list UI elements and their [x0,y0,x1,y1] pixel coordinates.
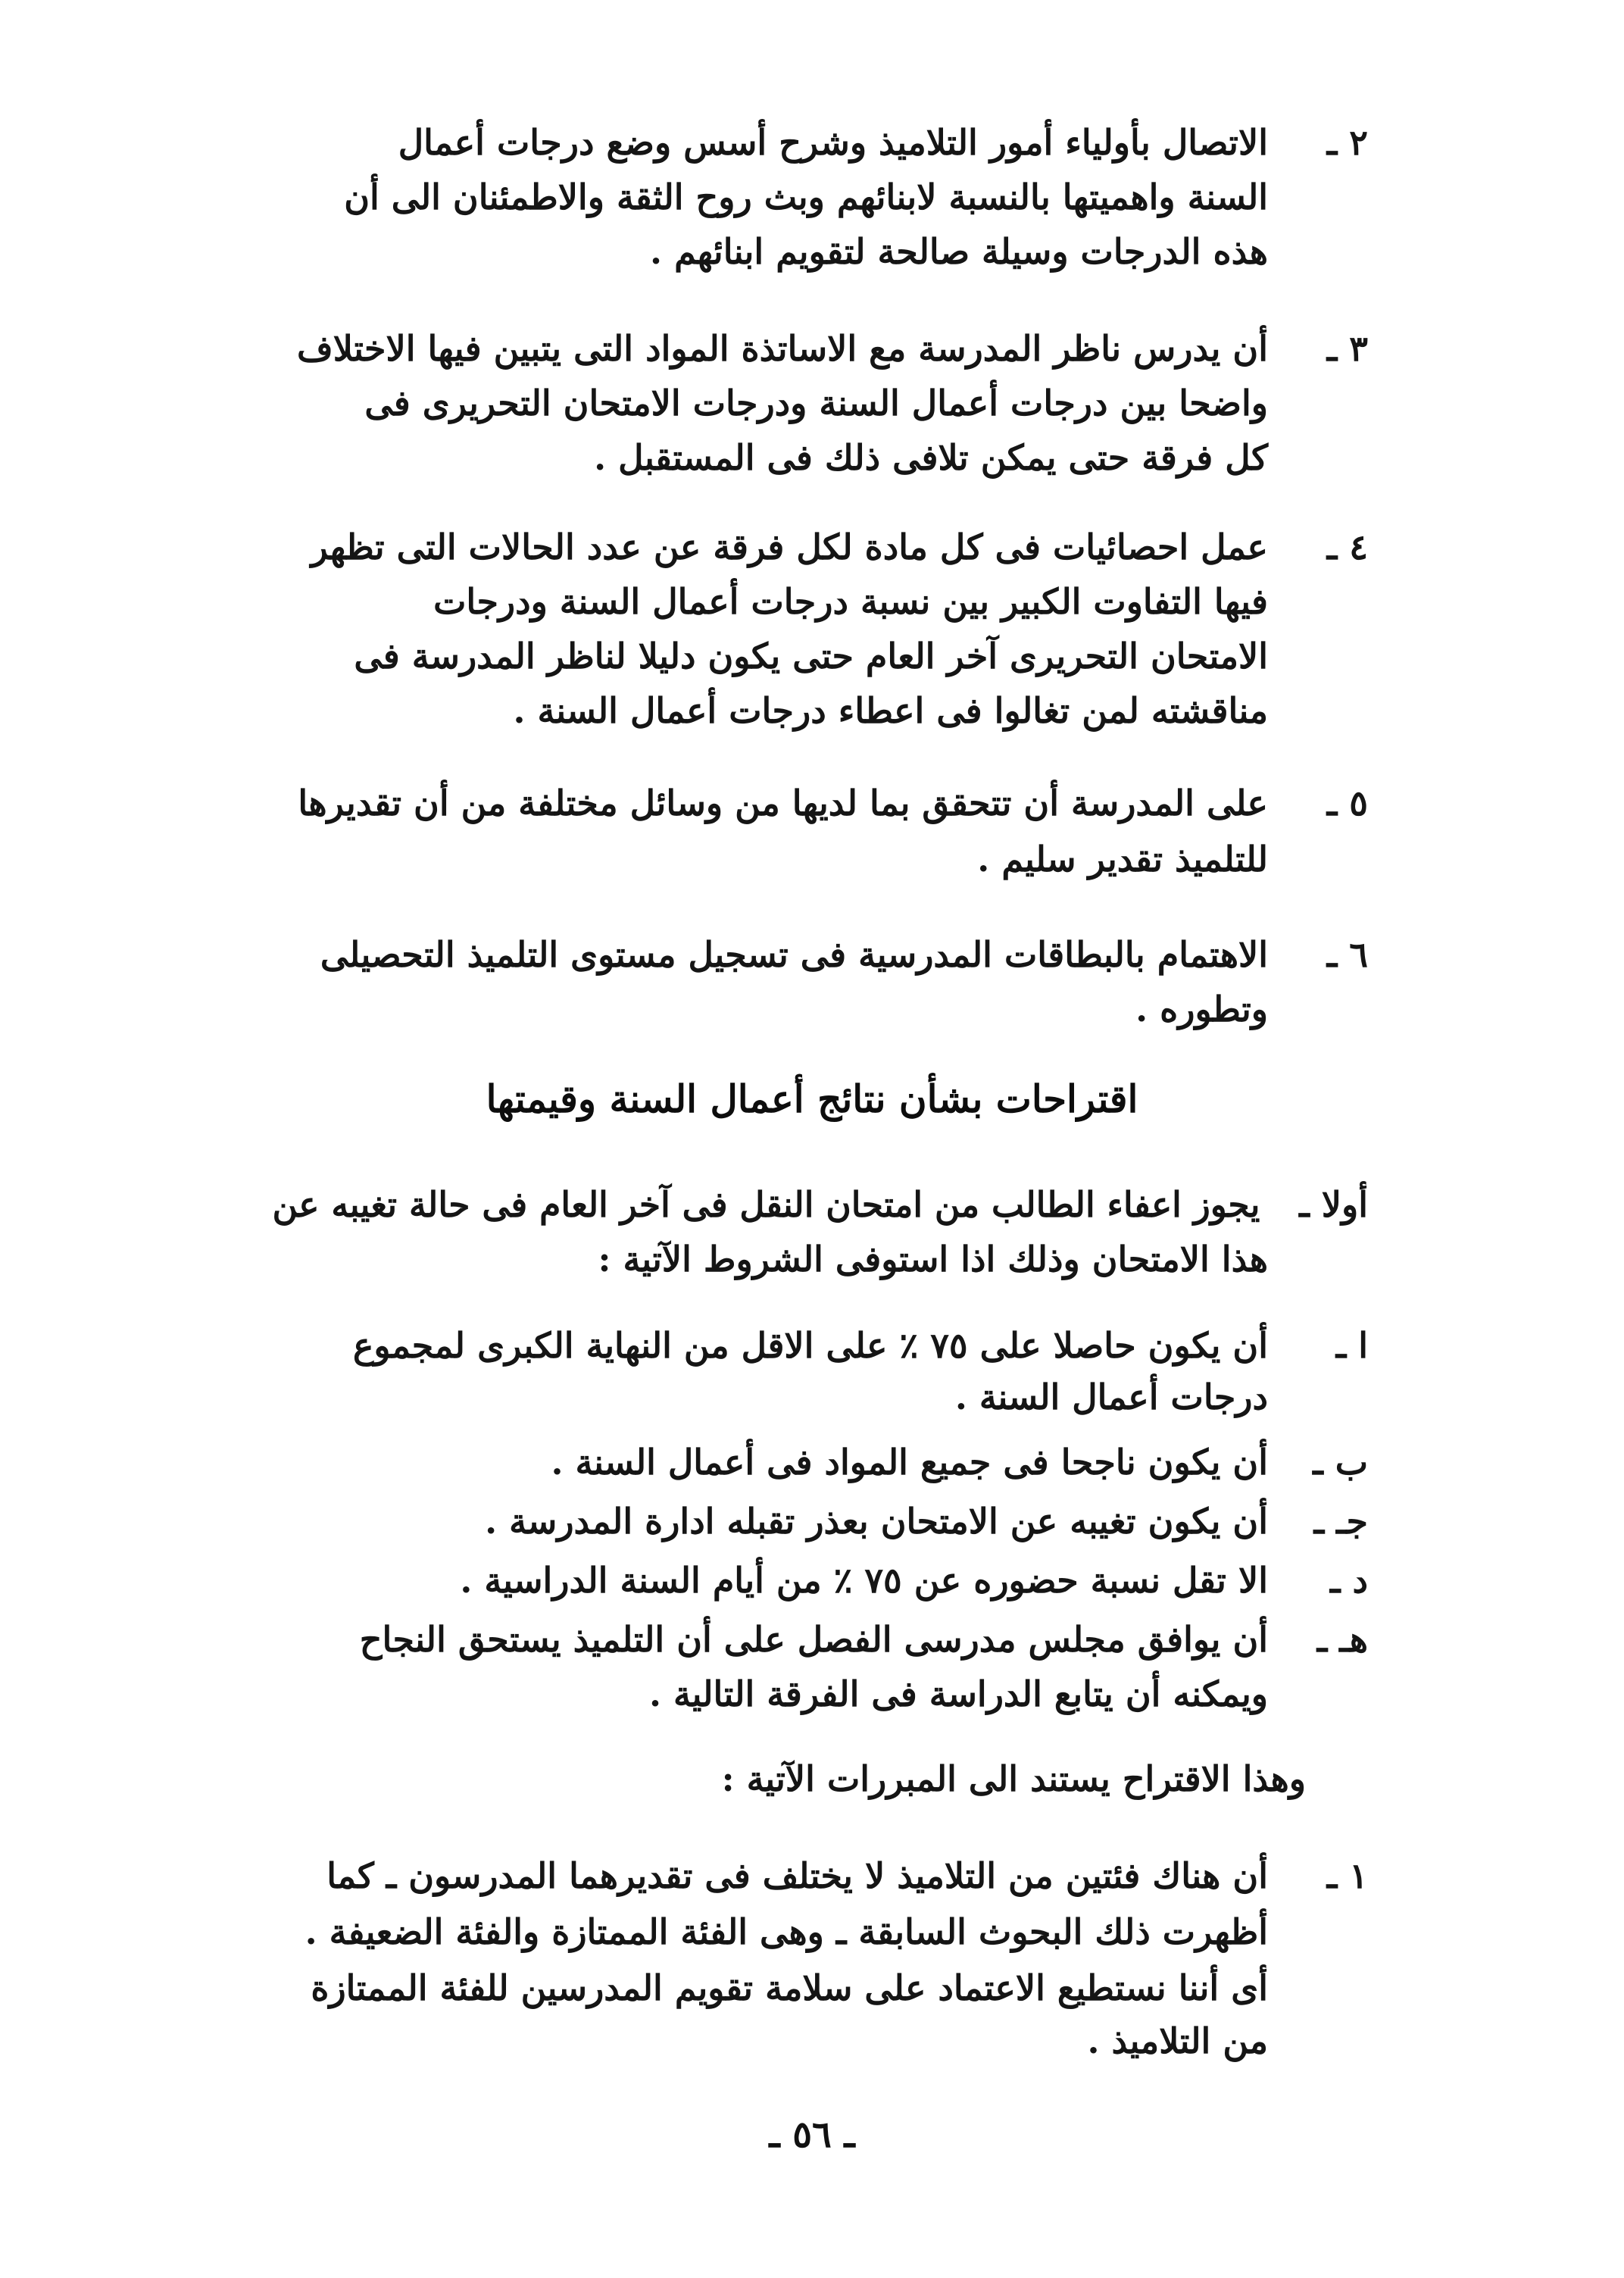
condition-line: أن يكون تغيبه عن الامتحان بعذر تقبله ادارة المدرسة . [485,1501,1268,1542]
justification-line: من التلاميذ . [1087,2020,1268,2061]
item-marker: ٤ ـ [1326,527,1368,567]
first-line: هذا الامتحان وذلك اذا استوفى الشروط الآتية : [598,1239,1268,1280]
item-line: للتلميذ تقدير سليم . [977,839,1268,880]
item-line: الاهتمام بالبطاقات المدرسية فى تسجيل مستوى التلميذ التحصيلى [320,934,1268,975]
first-line: يجوز اعفاء الطالب من امتحان النقل فى آخر العام فى حالة تغيبه عن [273,1184,1260,1225]
page-number: ـ ٥٦ ـ [769,2114,855,2156]
condition-marker: جـ ـ [1313,1501,1368,1542]
item-marker: ٦ ـ [1326,934,1368,975]
justification-line: أى أننا نستطيع الاعتماد على سلامة تقويم المدرسين للفئة الممتازة [311,1967,1268,2008]
condition-line: أن يكون حاصلا على ٧٥ ٪ على الاقل من النهاية الكبرى لمجموع [352,1325,1268,1366]
condition-marker: ب ـ [1313,1442,1368,1483]
item-line: هذه الدرجات وسيلة صالحة لتقويم ابنائهم . [650,231,1268,272]
item-line: واضحا بين درجات أعمال السنة ودرجات الامتحان التحريرى فى [364,383,1268,423]
condition-line: ويمكنه أن يتابع الدراسة فى الفرقة التالية . [648,1673,1268,1714]
justification-marker: ١ ـ [1326,1855,1368,1896]
section-title: اقتراحات بشأن نتائج أعمال السنة وقيمتها [486,1077,1138,1121]
condition-line: أن يكون ناجحا فى جميع المواد فى أعمال السنة . [551,1442,1268,1483]
item-line: أن يدرس ناظر المدرسة مع الاساتذة المواد التى يتبين فيها الاختلاف [297,328,1268,369]
justification-line: أظهرت ذلك البحوث السابقة ـ وهى الفئة الممتازة والفئة الضعيفة . [304,1911,1268,1952]
condition-marker: ا ـ [1335,1325,1368,1366]
item-line: كل فرقة حتى يمكن تلافى ذلك فى المستقبل . [594,437,1268,478]
item-line: عمل احصائيات فى كل مادة لكل فرقة عن عدد الحالات التى تظهر [311,527,1268,567]
item-marker: ٢ ـ [1326,122,1368,163]
item-line: السنة واهميتها بالنسبة لابنائهم وبث روح الثقة والاطمئنان الى أن [344,177,1268,217]
first-marker: أولا ـ [1299,1184,1368,1225]
condition-line: الا تقل نسبة حضوره عن ٧٥ ٪ من أيام السنة الدراسية . [460,1560,1268,1601]
justification-line: أن هناك فئتين من التلاميذ لا يختلف فى تقديرهما المدرسون ـ كما [326,1855,1268,1896]
item-line: الامتحان التحريرى آخر العام حتى يكون دليلا لناظر المدرسة فى [354,636,1268,677]
item-marker: ٥ ـ [1326,783,1368,823]
item-line: على المدرسة أن تتحقق بما لديها من وسائل مختلفة من أن تقديرها [298,783,1268,823]
condition-line: درجات أعمال السنة . [954,1376,1268,1417]
item-marker: ٣ ـ [1326,328,1368,369]
item-line: الاتصال بأولياء أمور التلاميذ وشرح أسس وضع درجات أعمال [398,122,1268,163]
item-line: مناقشته لمن تغالوا فى اعطاء درجات أعمال السنة . [513,690,1268,731]
justification-intro: وهذا الاقتراح يستند الى المبررات الآتية : [721,1758,1306,1799]
condition-marker: هـ ـ [1316,1619,1368,1660]
item-line: وتطوره . [1135,989,1268,1030]
condition-marker: د ـ [1330,1560,1368,1601]
item-line: فيها التفاوت الكبير بين نسبة درجات أعمال السنة ودرجات [433,581,1268,622]
condition-line: أن يوافق مجلس مدرسى الفصل على أن التلميذ يستحق النجاح [359,1619,1268,1660]
